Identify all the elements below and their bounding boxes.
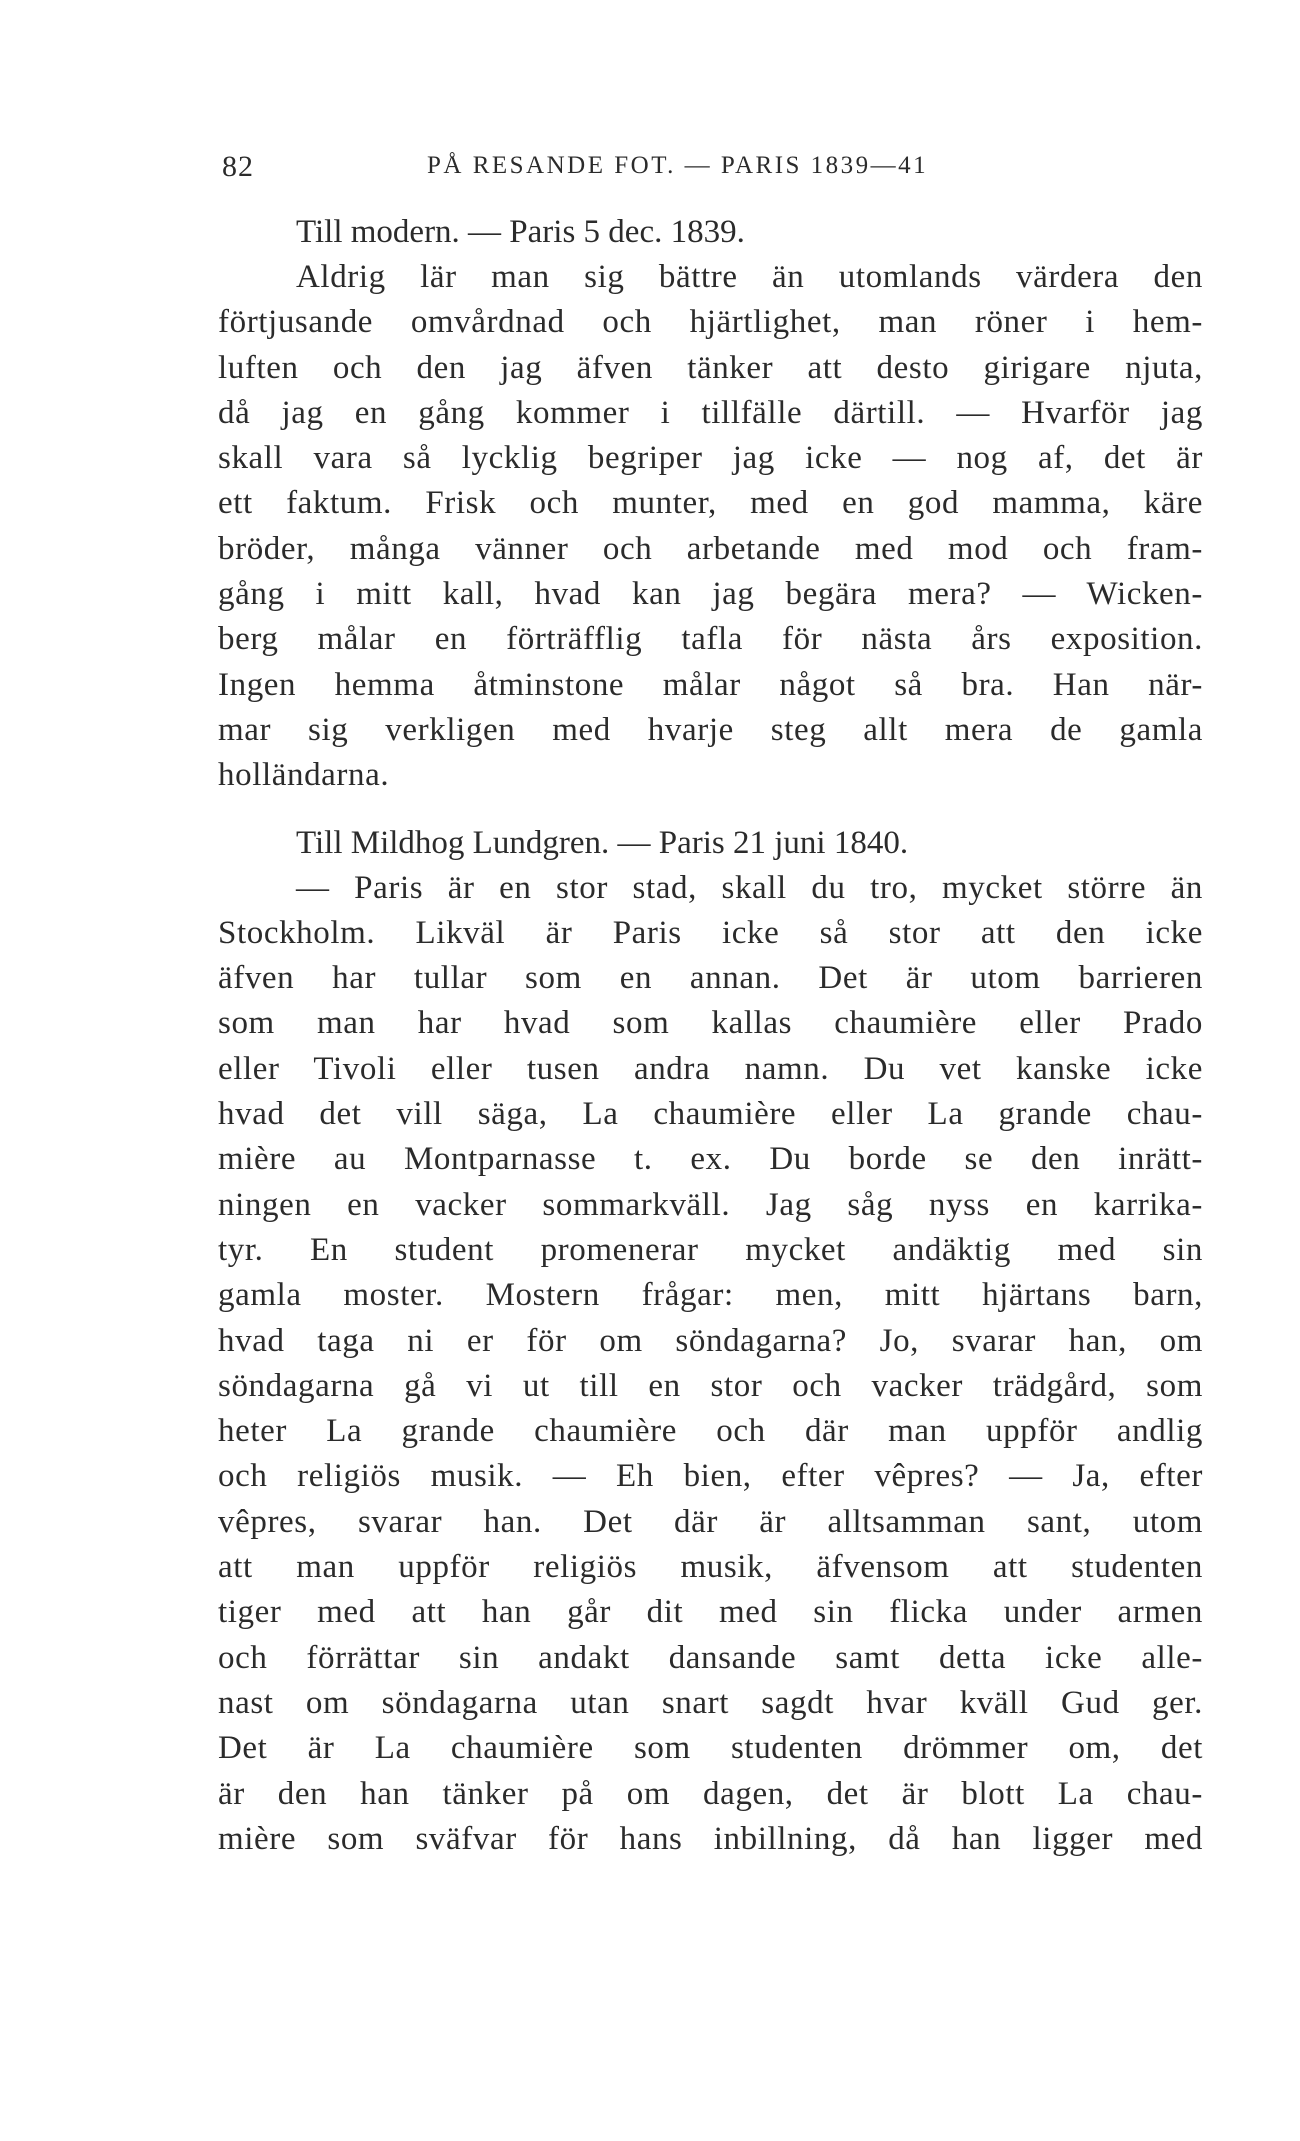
letter-heading: Till modern. — Paris 5 dec. 1839. (296, 214, 745, 250)
text-line: Aldrig lär man sig bättre än utomlands värdera den (296, 259, 1203, 295)
text-line: tiger med att han går dit med sin flicka under armen (218, 1594, 1203, 1631)
text-line: mière au Montparnasse t. ex. Du borde se den inrätt- (218, 1141, 1203, 1178)
text-line: hvad det vill säga, La chaumière eller La grande chau- (218, 1096, 1203, 1133)
page-number: 82 (222, 150, 254, 183)
letter-heading: Till Mildhog Lundgren. — Paris 21 juni 1840. (296, 824, 909, 861)
running-head (222, 150, 1222, 190)
text-line: mar sig verkligen med hvarje steg allt mera de gamla (218, 711, 1203, 748)
text-line: holländarna. (218, 757, 390, 794)
text-line: luften och den jag äfven tänker att desto girigare njuta, (218, 349, 1203, 386)
text-line: att man uppför religiös musik, äfvensom att studenten (218, 1549, 1203, 1586)
text-line: äfven har tullar som en annan. Det är utom barrieren (218, 960, 1203, 997)
text-line: är den han tänker på om dagen, det är blott La chau- (218, 1775, 1203, 1812)
text-line: vêpres, svarar han. Det där är alltsamman sant, utom (218, 1503, 1203, 1540)
letter-body (218, 866, 1203, 1863)
letter-body (218, 255, 1203, 799)
text-line: gång i mitt kall, hvad kan jag begära mera? — Wicken- (218, 576, 1203, 613)
text-line: ett faktum. Frisk och munter, med en god mamma, käre (218, 485, 1203, 522)
text-line: ningen en vacker sommarkväll. Jag såg nyss en karrika- (218, 1186, 1203, 1223)
text-line: — Paris är en stor stad, skall du tro, mycket större än (296, 869, 1203, 906)
text-line: Ingen hemma åtminstone målar något så bra. Han när- (218, 666, 1203, 703)
text-line: heter La grande chaumière och där man uppför andlig (218, 1413, 1203, 1450)
text-line: nast om söndagarna utan snart sagdt hvar kväll Gud ger. (218, 1684, 1203, 1721)
text-line: förtjusande omvårdnad och hjärtlighet, man röner i hem- (218, 304, 1203, 341)
text-line: och förrättar sin andakt dansande samt detta icke alle- (218, 1639, 1203, 1676)
body-text (218, 210, 1203, 1862)
text-line: söndagarna gå vi ut till en stor och vacker trädgård, som (218, 1367, 1203, 1404)
text-line: bröder, många vänner och arbetande med mod och fram- (218, 530, 1203, 567)
text-line: och religiös musik. — Eh bien, efter vêpres? — Ja, efter (218, 1458, 1203, 1495)
text-line: Stockholm. Likväl är Paris icke så stor att den icke (218, 914, 1203, 951)
running-title: PÅ RESANDE FOT. — PARIS 1839—41 (427, 152, 929, 179)
text-line: mière som sväfvar för hans inbillning, då han ligger med (218, 1820, 1203, 1857)
text-line: tyr. En student promenerar mycket andäktig med sin (218, 1231, 1203, 1268)
text-line: hvad taga ni er för om söndagarna? Jo, svarar han, om (218, 1322, 1203, 1359)
text-line: som man har hvad som kallas chaumière eller Prado (218, 1005, 1203, 1042)
text-line: då jag en gång kommer i tillfälle därtill. — Hvarför jag (218, 394, 1203, 431)
text-line: skall vara så lycklig begriper jag icke — nog af, det är (218, 440, 1203, 477)
text-line: berg målar en förträfflig tafla för nästa års exposition. (218, 621, 1203, 658)
text-line: Det är La chaumière som studenten drömmer om, det (218, 1730, 1203, 1767)
text-line: gamla moster. Mostern frågar: men, mitt hjärtans barn, (218, 1277, 1203, 1314)
text-line: eller Tivoli eller tusen andra namn. Du vet kanske icke (218, 1050, 1203, 1087)
